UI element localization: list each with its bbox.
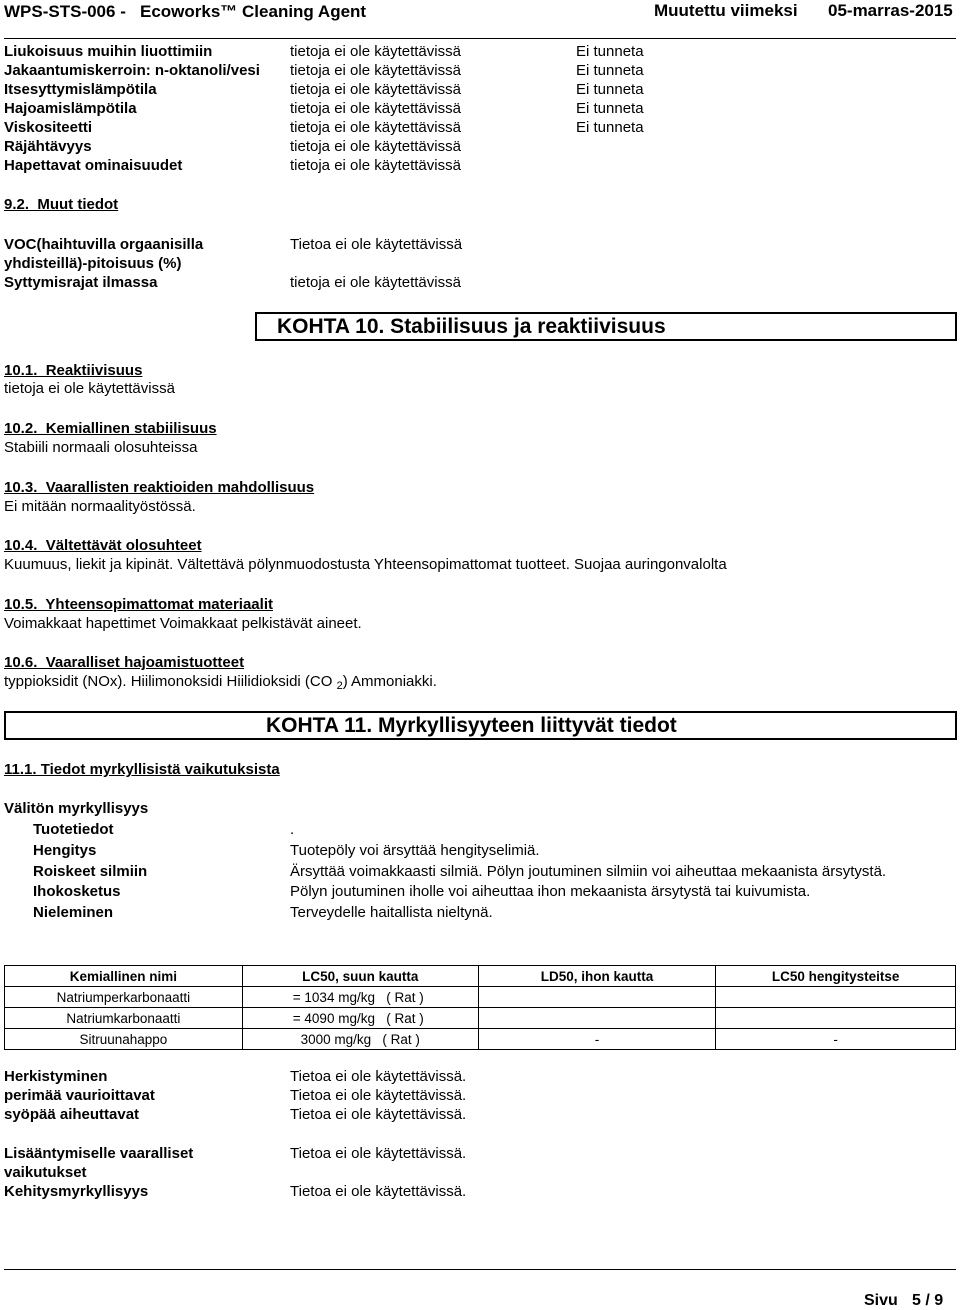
section-11-title-box <box>4 711 957 740</box>
acute-label: Tuotetiedot <box>33 821 114 838</box>
section-10-1-heading: 10.1. Reaktiivisuus <box>4 362 143 379</box>
section-11-title: KOHTA 11. Myrkyllisyyteen liittyvät tiedot <box>266 714 677 737</box>
property-label: Räjähtävyys <box>4 138 92 155</box>
product-name: Ecoworks™ Cleaning Agent <box>140 2 367 21</box>
doc-id: WPS-STS-006 - <box>4 2 126 21</box>
flammability-value: tietoja ei ole käytettävissä <box>290 274 461 291</box>
section-10-title: KOHTA 10. Stabiilisuus ja reaktiivisuus <box>277 315 666 338</box>
table-cell: = 1034 mg/kg ( Rat ) <box>242 987 478 1008</box>
acute-value: Ärsyttää voimakkaasti silmiä. Pölyn joutuminen silmiin voi aiheuttaa mekaanista ärsytystä. <box>290 863 887 880</box>
property-value: tietoja ei ole käytettävissä <box>290 62 461 79</box>
property-value: tietoja ei ole käytettävissä <box>290 81 461 98</box>
voc-label: VOC(haihtuvilla orgaanisilla <box>4 236 204 253</box>
table-cell: Natriumkarbonaatti <box>5 1008 243 1029</box>
section-10-title-box <box>255 312 957 341</box>
property-label: Hapettavat ominaisuudet <box>4 157 183 174</box>
property-note: Ei tunneta <box>576 81 644 98</box>
footer-rule <box>4 1269 956 1270</box>
property-label: Viskositeetti <box>4 119 93 136</box>
property-value: tietoja ei ole käytettävissä <box>290 119 461 136</box>
section-10-3-text: Ei mitään normaalityöstössä. <box>4 498 196 515</box>
property-note: Ei tunneta <box>576 62 644 79</box>
acute-value: Terveydelle haitallista nieltynä. <box>290 904 493 921</box>
effect-value: Tietoa ei ole käytettävissä. <box>290 1087 467 1104</box>
section-10-1-text: tietoja ei ole käytettävissä <box>4 380 175 397</box>
effect-label: perimää vaurioittavat <box>4 1087 155 1104</box>
section-11-1-heading: 11.1. Tiedot myrkyllisistä vaikutuksista <box>4 761 280 778</box>
revised-label: Muutettu viimeksi <box>654 1 798 20</box>
table-header: LD50, ihon kautta <box>478 966 716 987</box>
revised-date: 05-marras-2015 <box>828 1 953 20</box>
section-10-6-text: typpioksidit (NOx). Hiilimonoksidi Hiilidioksidi (CO $_2$) Ammoniakki. <box>4 673 437 692</box>
acute-label: Hengitys <box>33 842 97 859</box>
property-note: Ei tunneta <box>576 100 644 117</box>
developmental-label: Kehitysmyrkyllisyys <box>4 1183 149 1200</box>
table-cell <box>478 1008 716 1029</box>
property-label: Jakaantumiskerroin: n-oktanoli/vesi <box>4 62 260 79</box>
section-10-4-heading: 10.4. Vältettävät olosuhteet <box>4 537 202 554</box>
table-row <box>5 1029 956 1050</box>
property-label: Itsesyttymislämpötila <box>4 81 157 98</box>
section-10-6-heading: 10.6. Vaaralliset hajoamistuotteet <box>4 654 245 671</box>
acute-value: . <box>290 821 295 838</box>
acute-label: Roiskeet silmiin <box>33 863 148 880</box>
page-label: Sivu <box>864 1292 898 1309</box>
header-rule <box>4 38 956 39</box>
section-10-5-heading: 10.5. Yhteensopimattomat materiaalit <box>4 596 273 613</box>
table-cell: Natriumperkarbonaatti <box>5 987 243 1008</box>
flammability-label: Syttymisrajat ilmassa <box>4 274 158 291</box>
property-value: tietoja ei ole käytettävissä <box>290 100 461 117</box>
page-number: 5 / 9 <box>912 1292 944 1309</box>
table-cell: 3000 mg/kg ( Rat ) <box>242 1029 478 1050</box>
table-row <box>5 987 956 1008</box>
table-header-row <box>5 966 956 987</box>
acute-toxicity-heading: Välitön myrkyllisyys <box>4 800 149 817</box>
property-value: tietoja ei ole käytettävissä <box>290 43 461 60</box>
voc-value: Tietoa ei ole käytettävissä <box>290 236 463 253</box>
section-9-2-heading: 9.2. Muut tiedot <box>4 196 119 213</box>
acute-value: Tuotepöly voi ärsyttää hengityselimiä. <box>290 842 540 859</box>
effect-label: syöpää aiheuttavat <box>4 1106 140 1123</box>
table-cell <box>716 987 956 1008</box>
property-label: Hajoamislämpötila <box>4 100 137 117</box>
section-10-2-heading: 10.2. Kemiallinen stabiilisuus <box>4 420 217 437</box>
table-cell <box>478 987 716 1008</box>
property-value: tietoja ei ole käytettävissä <box>290 157 461 174</box>
property-note: Ei tunneta <box>576 119 644 136</box>
acute-label: Nieleminen <box>33 904 114 921</box>
table-row <box>5 1008 956 1029</box>
section-10-5-text: Voimakkaat hapettimet Voimakkaat pelkistävät aineet. <box>4 615 362 632</box>
table-cell: - <box>478 1029 716 1050</box>
effect-value: Tietoa ei ole käytettävissä. <box>290 1106 467 1123</box>
voc-label: yhdisteillä)-pitoisuus (%) <box>4 255 182 272</box>
property-value: tietoja ei ole käytettävissä <box>290 138 461 155</box>
section-10-4-text: Kuumuus, liekit ja kipinät. Vältettävä pölynmuodostusta Yhteensopimattomat tuotteet. Suojaa auringonvalolta <box>4 556 727 573</box>
table-cell: = 4090 mg/kg ( Rat ) <box>242 1008 478 1029</box>
acute-label: Ihokosketus <box>33 883 121 900</box>
table-cell <box>716 1008 956 1029</box>
table-header: LC50, suun kautta <box>242 966 478 987</box>
section-10-2-text: Stabiili normaali olosuhteissa <box>4 439 198 456</box>
reproductive-value: Tietoa ei ole käytettävissä. <box>290 1145 467 1162</box>
reproductive-label: Lisääntymiselle vaaralliset <box>4 1145 194 1162</box>
table-header: Kemiallinen nimi <box>5 966 243 987</box>
table-cell: Sitruunahappo <box>5 1029 243 1050</box>
reproductive-label: vaikutukset <box>4 1164 87 1181</box>
acute-value: Pölyn joutuminen iholle voi aiheuttaa ihon mekaanista ärsytystä tai kuivumista. <box>290 883 811 900</box>
effect-value: Tietoa ei ole käytettävissä. <box>290 1068 467 1085</box>
table-cell: - <box>716 1029 956 1050</box>
toxicity-table <box>4 965 956 1050</box>
table-header: LC50 hengitysteitse <box>716 966 956 987</box>
section-10-3-heading: 10.3. Vaarallisten reaktioiden mahdollisuus <box>4 479 315 496</box>
effect-label: Herkistyminen <box>4 1068 108 1085</box>
property-label: Liukoisuus muihin liuottimiin <box>4 43 213 60</box>
developmental-value: Tietoa ei ole käytettävissä. <box>290 1183 467 1200</box>
property-note: Ei tunneta <box>576 43 644 60</box>
